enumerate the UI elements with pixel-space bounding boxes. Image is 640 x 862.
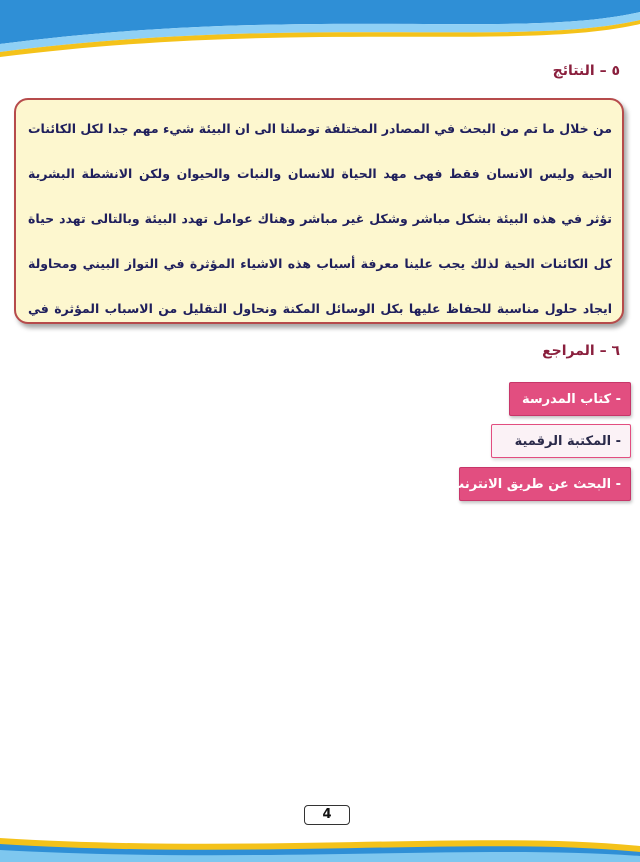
results-box bbox=[14, 98, 624, 324]
top-wave-decoration bbox=[0, 0, 640, 70]
reference-item-school-book: - كتاب المدرسة bbox=[509, 382, 631, 416]
reference-item-internet-search: - البحث عن طريق الانترنت bbox=[459, 467, 631, 501]
results-heading: ٥ – النتائج bbox=[552, 63, 620, 79]
bottom-wave-decoration bbox=[0, 812, 640, 862]
reference-item-digital-library: - المكتبة الرقمية bbox=[491, 424, 631, 458]
page-number: 4 bbox=[304, 805, 350, 825]
results-text: من خلال ما تم من البحث في المصادر المختلفة توصلنا الى ان البيئة شيء مهم جدا لكل الكائنات الحية وليس الانسان فقط فهى مهد الحياة للانسان والنبات والحيوان ولكن الانشطة البشرية تؤثر في هذه البيئة بشكل مباشر وشكل غير مباشر وهناك عوامل تهدد البيئة وبالتالى تهدد حياة كل الكائنات الحية لذلك يجب علينا معرفة أسباب هذه الاشياء المؤثرة في التواز البيني ومحاولة ايجاد حلول مناسبة للحفاظ عليها بكل الوسائل المكنة ونحاول التقليل من الاسباب المؤثرة في bbox=[28, 121, 612, 316]
references-heading: ٦ – المراجع bbox=[542, 343, 620, 359]
